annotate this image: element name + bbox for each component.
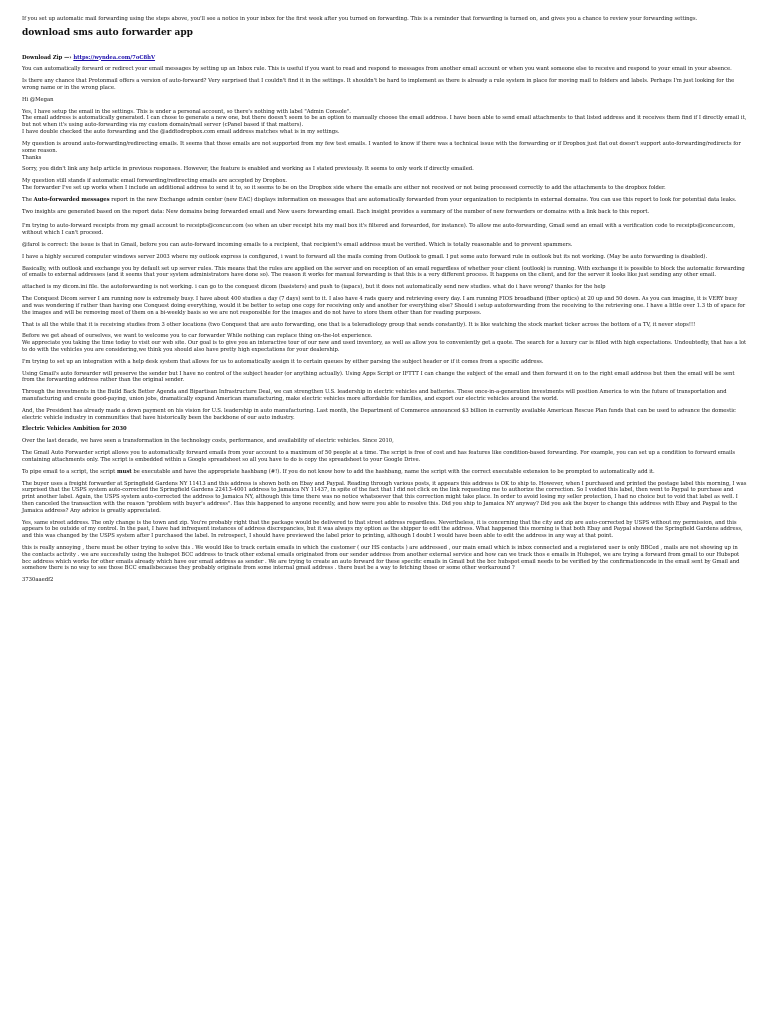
paragraph-2: Is there any chance that Protonmail offers a version of auto-forward? Very surprised that I couldn't find it in the settings. It shouldn't be hard to implement as there is already a rule system in place for moving mail to folders and labels. Perhaps I'm just looking for the wrong name or in the wrong place. — [22, 78, 735, 92]
arrow-icon: —› — [64, 54, 72, 61]
paragraph-7 — [22, 178, 748, 192]
paragraph-24-bold: must — [116, 468, 132, 475]
intro-paragraph: If you set up automatic mail forwarding using the steps above, you'll see a notice in your inbox for the first week after you turned on forwarding. This is a reminder that forwarding is turned on, and gives you a chance to review your forwarding settings. — [22, 16, 698, 22]
paragraph-18: I'm trying to set up an integration with a help desk system that allows for us to automatically assign it to certain queues by either parsing the subject header or if it comes from a specific address. — [22, 358, 544, 365]
paragraph-14: attached is my dicom.ini file. the autoforwarding is not working. i can go to the conquest dicom (basisters) and push to (iapacs), but it does not automatically send new studies. what do i have wrong? thanks for the help — [22, 284, 606, 291]
paragraph-26: Yes, same street address. The only change is the town and zip. You're probably right that the package would be delivered to that street address regardless. Nevertheless, it is concerning that the city and zip are auto-corrected by USPS without my permission, and this appears to be outside of my control. In the past, I have had infrequent instances of address discrepancies, but it was always my option as the shipper to edit the address. What happened this morning is that both Ebay and Paypal showed the Springfield Gardens address, and this was changed by the USPS system after I purchased the label. In retrospect, I should have previewed the label prior to printing, although I doubt I would have been able to edit the address in any way at that point. — [22, 519, 743, 540]
paragraph-17-line: We appreciate you taking the time today to visit our web site. Our goal is to give you an interactive tour of our new and used inventory, as well as allow you to conveniently get a quote. The search for a luxury car is filled with high expectations. Undoubtedly, that has a lot to do with the vehicles you are considering,we think you should also have pretty high expectations for your dealership. — [22, 340, 747, 353]
paragraph-4 — [22, 109, 748, 136]
paragraph-25: The buyer uses a freight forwarder at Springfield Gardens NY 11413 and this address is shown both on Ebay and Paypal. Reading through various posts, it appears this address is OK to ship to. However, when I purchased and printed the postage label this morning, I was surprised that the USPS system auto-corrected the Springfield Gardens 22413-4001 address to Jamaica NY 11437, in spite of the fact that I did not click on the link requesting me to authorize the correction. So I voided this label, then went to Paypal to purchase and print another label. Again, the USPS system auto-corrected the address to Jamaica NY, although this time there was no notice whatsoever that this correction might take place. In order to avoid losing my seller protection, I had no choice but to void that label as well. I then canceled the transaction with the reason "problem with buyer's address". Has this happened to anyone recently, and how were you able to resolve this. Did you ship to Jamaica NY anyway? Did you ask the buyer to change this address with Ebay and Paypal to the Jamaica address? Any advice is greatly appreciated. — [22, 480, 747, 514]
paragraph-19: Using Gmail's auto forwarder will preserve the sender but I have no control of the subject header (or anything actually). Using Apps Script or IFTTT I can change the subject of the email and then forward it on to the right email address but then the email will be sent from the forwarding address rather than the original sender. — [22, 370, 735, 384]
paragraph-4-line: Yes, I have setup the email in the settings. This is under a personal account, so there's nothing with label "Admin Console". — [22, 108, 351, 115]
download-line — [22, 55, 748, 62]
paragraph-6: Sorry, you didn't link any help article in previous responses. However, the feature is enabled and working as I stated previously. It seems to only work if directly emailed. — [22, 166, 474, 173]
paragraph-3: Hi @Megan — [22, 96, 54, 103]
paragraph-15: The Conquest Dicom server I am running now is extremely busy. I have about 400 studies a day (7 days) sent to it. I also have 4 rads query and retrieving every day. I am running FIOS broadband (fiber optics) at 20 up and 50 down. As you can imagine, it is VERY busy and was wondering if rather than having one Conquest doing everything, would it be better to setup one copy for receiving only and another for everything else? Should i setup autoforwarding from the receiving to the retrieving one. I have a little over 1.3 tb of space for the images and will be removing most of them on a bi-weekly basis so we are not responsible for the images and do not have to store them other than for reading purposes. — [22, 296, 746, 316]
paragraph-16: That is all the while that it is receiving studies from 3 other locations (two Conquest that are auto forwarding, one that is a teleradiology group that sends constantly). It is like watching the stock market ticker across the bottom of a TV, it never stops!!! — [22, 321, 696, 328]
paragraph-7-line: The forwarder I've set up works when I include an additional address to send it to, so it seems to be on the Dropbox side where the emails are either not received or not being processed correctly to add the attachments to the dropbox folder. — [22, 184, 666, 191]
paragraph-21: And, the President has already made a down payment on his vision for U.S. leadership in auto manufacturing. Last month, the Department of Commerce announced $3 billion in currently available American Rescue Plan funds that can be used to advance the domestic electric vehicle industry in communities that have historically been the backbone of our auto industry. — [22, 407, 736, 421]
paragraph-10: I'm trying to auto-forward receipts from my gmail account to receipts@concur.com (so when an uber receipt hits my mail box it's filtered and forwarded, for instance). To allow me auto-forwarding, Gmail send an email with a verification code to receipts@concur.com, without which I can't proceed. — [22, 223, 736, 237]
page-title: download sms auto forwarder app — [22, 27, 193, 38]
paragraph-27: this is really annoying , there must be other trying to solve this . We would like to track certain emails in which the customer ( our HS contacts ) are addressed , our main email which is inbox connected and a registered user is only BBCed , mails are not showing up in the contacts activity . we are succesfully using the hubspot BCC address to track other extenal emails originated from our sender address from another external service and how can we track thos e emails in Hubspot, we are trying a forward from gmail to our Hubspot bcc address which works for other emails already which have our email address as sender . We are trying to create an auto forward for these specific emails in Gmail but the bcc hubspot email needs to be verified by the confirmationcode in the email sent by Gmail and somehow there is no way to see those BCC emailsbecause they probably originate from some internal gmail address . there bust be a way to fetching those or some other workaround ? — [22, 545, 740, 572]
paragraph-5-line: My question is around auto-forwarding/redirecting emails. It seems that those emails are not supported from my few test emails. I wanted to know if there was a technical issue with the forwarding or if Dropbox just flat out doesn't support auto-forwarding/redirects for some reason. — [22, 140, 741, 154]
paragraph-8-pre: The — [22, 196, 34, 203]
paragraph-13: Basically, with outlook and exchange you by default set up server rules. This means that the rules are applied on the server and on reception of an email regardless of whether your client (outlook) is running. With exchange it is possible to block the automatic forwarding of emails to external addresses (and it seems that your system administrators have done so). The reason it works for manual forwarding is that this is a very different process. It happens on the client, and for the server it looks like just sending any other email. — [22, 265, 745, 279]
paragraph-4-line: The email address is automatically generated. I can chose to generate a new one, but there doesn't seem to be an option to manually choose the email address. I have been able to send email attachments to that listed address and it receives them find if I directly email it, but not when it's using auto-forwarding via my custom domain/mail server (cPanel based if that matters). — [22, 115, 747, 129]
paragraph-1: You can automatically forward or redirect your email messages by setting up an Inbox rule. This is useful if you want to read and respond to messages from another email account or when you want someone else to receive and respond to your email in your absence. — [22, 66, 732, 73]
paragraph-17-line: Before we get ahead of ourselves, we want to welcome you to car forwarder While nothing can replace thing on-the-lot experience. — [22, 333, 373, 340]
paragraph-9: Two insights are generated based on the report data: New domains being forwarded email and New users forwarding email. Each insight provides a summary of the number of new forwarders or domains with a link back to this report. — [22, 208, 650, 215]
paragraph-24-pre: To pipe email to a script, the script — [22, 468, 117, 475]
paragraph-12: I have a highly secured computer windows server 2003 where my outlook express is configured, i want to forward all the mails coming from Outlook to gmail. I put some auto forward rule in outlook but its not working. (May be auto forwarding is disabled). — [22, 253, 708, 260]
paragraph-24 — [22, 469, 748, 476]
paragraph-24-post: be executable and have the appropriate hashbang (#!). If you do not know how to add the hashbang, name the script with the correct executable extension to be prompted to automatically add it. — [131, 468, 655, 475]
section-heading: Electric Vehicles Ambition for 2030 — [22, 426, 127, 433]
download-link[interactable]: https://wyndea.com/7oC8hV — [73, 54, 156, 61]
paragraph-8-bold: Auto-forwarded messages — [33, 196, 110, 203]
paragraph-22: Over the last decade, we have seen a transformation in the technology costs, performance, and availability of electric vehicles. Since 2010, — [22, 438, 394, 445]
footer-code: 3730aaedf2 — [22, 577, 54, 584]
paragraph-5-line: Thanks — [22, 154, 42, 161]
paragraph-11: @farol is correct: the issue is that in Gmail, before you can auto-forward incoming emails to a recipient, that recipient's email address must be verified. Which is totally reasonable and to prevent spammers. — [22, 242, 573, 249]
paragraph-8-post: report in the new Exchange admin center (new EAC) displays information on messages that are automatically forwarded from your organization to recipients in external domains. You can use this report to look for potential data leaks. — [109, 196, 737, 203]
paragraph-7-line: My question still stands if automatic email forwarding/redirecting emails are accepted by Dropbox. — [22, 178, 288, 185]
paragraph-4-line: I have double checked the auto forwarding and the @addtodropbox.com email address matches what is in my settings. — [22, 129, 340, 136]
paragraph-23: The Gmail Auto Forwarder script allows you to automatically forward emails from your account to a maximum of 50 people at a time. The script is free of cost and has features like condition-based forwarding. For example, you can set up a condition to forward emails containing attachments only. The script is embedded within a Google spreadsheet so all you have to do is copy the spreadsheet to your Google Drive. — [22, 450, 736, 463]
paragraph-5 — [22, 141, 748, 161]
paragraph-17 — [22, 333, 748, 353]
download-label: Download Zip — [22, 54, 63, 61]
paragraph-8 — [22, 197, 748, 204]
paragraph-20: Through the investments in the Build Back Better Agenda and Bipartisan Infrastructure Deal, we can strengthen U.S. leadership in electric vehicles and batteries. These once-in-a-generation investments will position America to win the future of transportation and manufacturing and create good-paying, union jobs, dramatically expand American manufacturing, make electric vehicles more affordable for families, and export our electric vehicles around the world. — [22, 389, 727, 403]
